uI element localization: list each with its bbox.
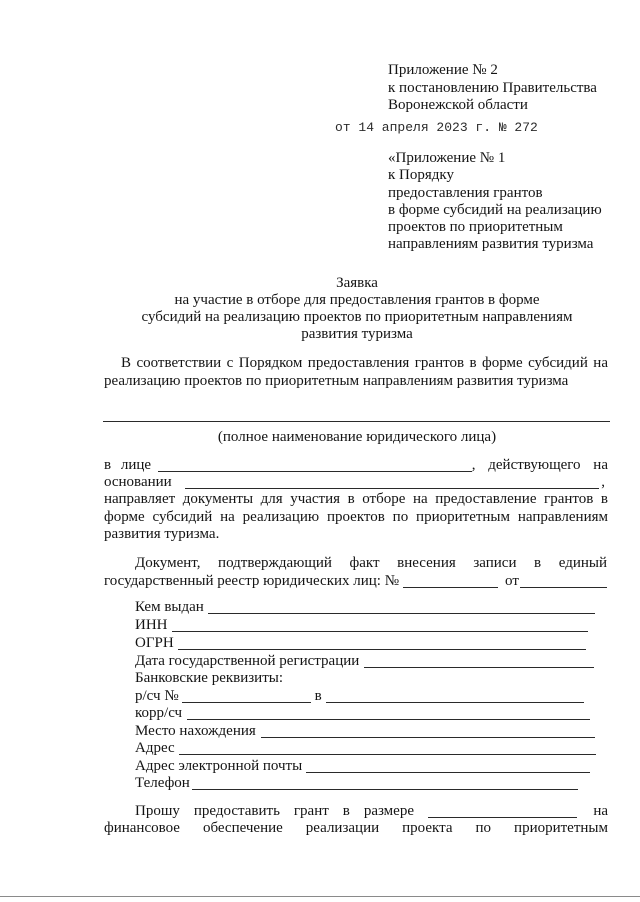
corr-account-blank [187,704,590,720]
ogrn-blank [178,634,586,650]
account-label: р/сч № [135,688,179,704]
acting-on-label: , действующего на [471,457,608,473]
bank-details-heading: Банковские реквизиты: [135,670,284,686]
basis-row [104,473,608,491]
issued-by-blank [208,598,595,614]
account-row [135,687,584,705]
registry-date-label: от [505,573,519,589]
basis-comma: , [601,474,605,490]
email-label: Адрес электронной почты [135,758,303,774]
issued-by-label: Кем выдан [135,599,204,615]
registry-date-blank [520,572,607,588]
sends-documents-line: форме субсидий на реализацию проектов по приоритетным направлениям [104,509,608,525]
sends-documents-line: направляет документы для участия в отборе на предоставление грантов в [104,491,608,507]
email-row [135,757,590,775]
sends-documents-line: развития туризма. [104,526,220,542]
appendix-block-line: направлениям развития туризма [388,236,594,252]
in-person-blank [158,456,472,472]
appendix-block-line: в форме субсидий на реализацию [388,202,602,218]
ogrn-row [135,634,586,652]
email-blank [306,757,590,773]
location-row [135,722,595,740]
bank-in-label: в [314,688,322,704]
form-title: Заявка [336,275,378,291]
grant-for-label: на [593,803,608,819]
intro-line: В соответствии с Порядком предоставления грантов в форме субсидий на [121,355,608,371]
address-row [135,739,596,757]
form-subtitle-line: на участие в отборе для предоставления грантов в форме [174,292,540,308]
scan-edge-line [0,896,640,897]
appendix-block-line: к Порядку [388,167,454,183]
appendix-block-line: предоставления грантов [388,185,543,201]
org-name-rule [103,421,610,422]
registry-number-blank [403,572,498,588]
registration-date-blank [364,652,594,668]
intro-line: реализацию проектов по приоритетным направлениям развития туризма [104,373,569,389]
basis-blank [185,473,600,489]
inn-blank [172,616,589,632]
basis-label: основании [104,474,172,490]
grant-amount-row [135,802,608,820]
corr-account-row [135,704,590,722]
phone-blank [192,774,578,790]
appendix-block-line: проектов по приоритетным [388,219,563,235]
resolution-date-stamp: от 14 апреля 2023 г. № 272 [335,120,538,135]
corr-account-label: корр/сч [135,705,183,721]
grant-purpose-line: финансовое обеспечение реализации проекта по приоритетным [104,820,608,836]
location-blank [261,722,595,738]
form-subtitle-line: субсидий на реализацию проектов по приоритетным направлениям [141,309,573,325]
form-subtitle-line: развития туризма [301,326,413,342]
ogrn-label: ОГРН [135,635,174,651]
bank-name-blank [326,687,584,703]
in-person-row [104,456,608,474]
inn-row [135,616,588,634]
registry-number-label: государственный реестр юридических лиц: № [104,573,400,589]
inn-label: ИНН [135,617,168,633]
appendix-block-line: «Приложение № 1 [388,150,506,166]
registration-date-row [135,652,594,670]
location-label: Место нахождения [135,723,256,739]
appendix-number-line: Приложение № 2 [388,62,498,78]
region-line: Воронежской области [388,97,528,113]
registry-number-row [104,572,607,590]
resolution-reference-line: к постановлению Правительства [388,80,597,96]
address-blank [179,739,596,755]
account-blank [182,687,311,703]
registry-line: Документ, подтверждающий факт внесения записи в единый [135,555,607,571]
phone-label: Телефон [135,775,190,791]
address-label: Адрес [135,740,175,756]
org-name-caption: (полное наименование юридического лица) [217,429,497,445]
phone-row [135,774,578,792]
registration-date-label: Дата государственной регистрации [135,653,360,669]
in-person-label: в лице [104,457,152,473]
grant-amount-blank [428,802,577,818]
grant-request-label: Прошу предоставить грант в размере [135,803,414,819]
issued-by-row [135,598,595,616]
